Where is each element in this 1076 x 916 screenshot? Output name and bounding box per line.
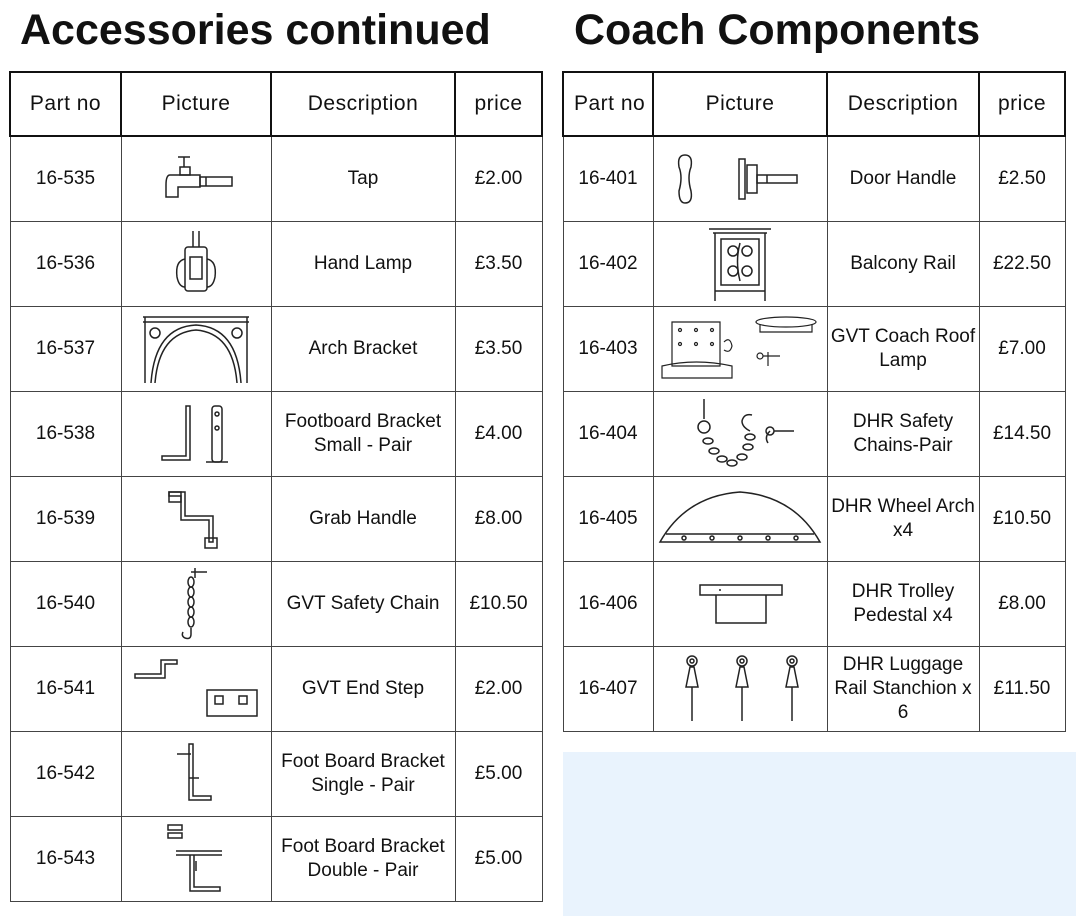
price: £8.00: [455, 477, 542, 562]
description: Balcony Rail: [827, 222, 979, 307]
price: £10.50: [979, 477, 1065, 562]
roof-lamp-icon: [660, 314, 820, 384]
table-row: [10, 477, 542, 562]
trolley-pedestal-icon: [690, 579, 790, 629]
description: Hand Lamp: [271, 222, 455, 307]
header-price: price: [979, 72, 1065, 136]
price: £8.00: [979, 562, 1065, 647]
price: £5.00: [455, 817, 542, 902]
header-price: price: [455, 72, 542, 136]
description: GVT Coach Roof Lamp: [827, 307, 979, 392]
price: £7.00: [979, 307, 1065, 392]
description: Arch Bracket: [271, 307, 455, 392]
description: Footboard Bracket Small - Pair: [271, 392, 455, 477]
price: £3.50: [455, 307, 542, 392]
description: DHR Luggage Rail Stanchion x 6: [827, 647, 979, 732]
blank-panel: [563, 752, 1076, 916]
price: £4.00: [455, 392, 542, 477]
balcony-rail-icon: [705, 225, 775, 303]
header-part-no: Part no: [563, 72, 653, 136]
description: DHR Safety Chains-Pair: [827, 392, 979, 477]
description: DHR Trolley Pedestal x4: [827, 562, 979, 647]
part-no: 16-540: [10, 562, 121, 647]
footboard-bracket-small-icon: [156, 402, 236, 466]
table-row: [10, 136, 542, 222]
price: £5.00: [455, 732, 542, 817]
price: £10.50: [455, 562, 542, 647]
part-no: 16-402: [563, 222, 653, 307]
part-no: 16-536: [10, 222, 121, 307]
table-row: [10, 222, 542, 307]
tap-icon: [156, 153, 236, 205]
door-handle-icon: [675, 151, 805, 207]
header-description: Description: [271, 72, 455, 136]
price: £14.50: [979, 392, 1065, 477]
price: £11.50: [979, 647, 1065, 732]
price: £2.00: [455, 136, 542, 222]
coach-components-table: [562, 71, 1066, 732]
part-no: 16-541: [10, 647, 121, 732]
header-part-no: Part no: [10, 72, 121, 136]
table-row: [563, 307, 1065, 392]
description: Door Handle: [827, 136, 979, 222]
end-step-icon: [131, 652, 261, 726]
accessories-title: Accessories continued: [20, 6, 491, 54]
table-row: [563, 392, 1065, 477]
table-row: [563, 562, 1065, 647]
table-row: [10, 307, 542, 392]
grab-handle-icon: [161, 486, 231, 552]
table-row: [563, 222, 1065, 307]
table-row: [10, 562, 542, 647]
table-row: [10, 392, 542, 477]
safety-chains-pair-icon: [680, 397, 800, 471]
part-no: 16-401: [563, 136, 653, 222]
table-row: [563, 136, 1065, 222]
description: DHR Wheel Arch x4: [827, 477, 979, 562]
part-no: 16-535: [10, 136, 121, 222]
price: £3.50: [455, 222, 542, 307]
price: £22.50: [979, 222, 1065, 307]
table-row: [563, 477, 1065, 562]
description: Tap: [271, 136, 455, 222]
part-no: 16-403: [563, 307, 653, 392]
header-description: Description: [827, 72, 979, 136]
price: £2.00: [455, 647, 542, 732]
hand-lamp-icon: [171, 229, 221, 299]
description: Foot Board Bracket Double - Pair: [271, 817, 455, 902]
safety-chain-icon: [171, 566, 221, 642]
part-no: 16-543: [10, 817, 121, 902]
price: £2.50: [979, 136, 1065, 222]
wheel-arch-icon: [656, 488, 824, 550]
part-no: 16-538: [10, 392, 121, 477]
accessories-table: [9, 71, 543, 902]
foot-board-bracket-double-icon: [156, 821, 236, 897]
luggage-rail-stanchion-icon: [670, 653, 810, 725]
table-row: [10, 817, 542, 902]
table-header-row: [10, 72, 542, 136]
table-row: [10, 647, 542, 732]
coach-components-title: Coach Components: [574, 6, 981, 54]
description: GVT Safety Chain: [271, 562, 455, 647]
part-no: 16-405: [563, 477, 653, 562]
part-no: 16-407: [563, 647, 653, 732]
header-picture: Picture: [121, 72, 271, 136]
part-no: 16-404: [563, 392, 653, 477]
header-picture: Picture: [653, 72, 827, 136]
description: GVT End Step: [271, 647, 455, 732]
table-header-row: [563, 72, 1065, 136]
part-no: 16-537: [10, 307, 121, 392]
part-no: 16-539: [10, 477, 121, 562]
description: Foot Board Bracket Single - Pair: [271, 732, 455, 817]
arch-bracket-icon: [141, 313, 251, 385]
description: Grab Handle: [271, 477, 455, 562]
table-row: [563, 647, 1065, 732]
foot-board-bracket-single-icon: [161, 738, 231, 810]
table-row: [10, 732, 542, 817]
part-no: 16-542: [10, 732, 121, 817]
part-no: 16-406: [563, 562, 653, 647]
